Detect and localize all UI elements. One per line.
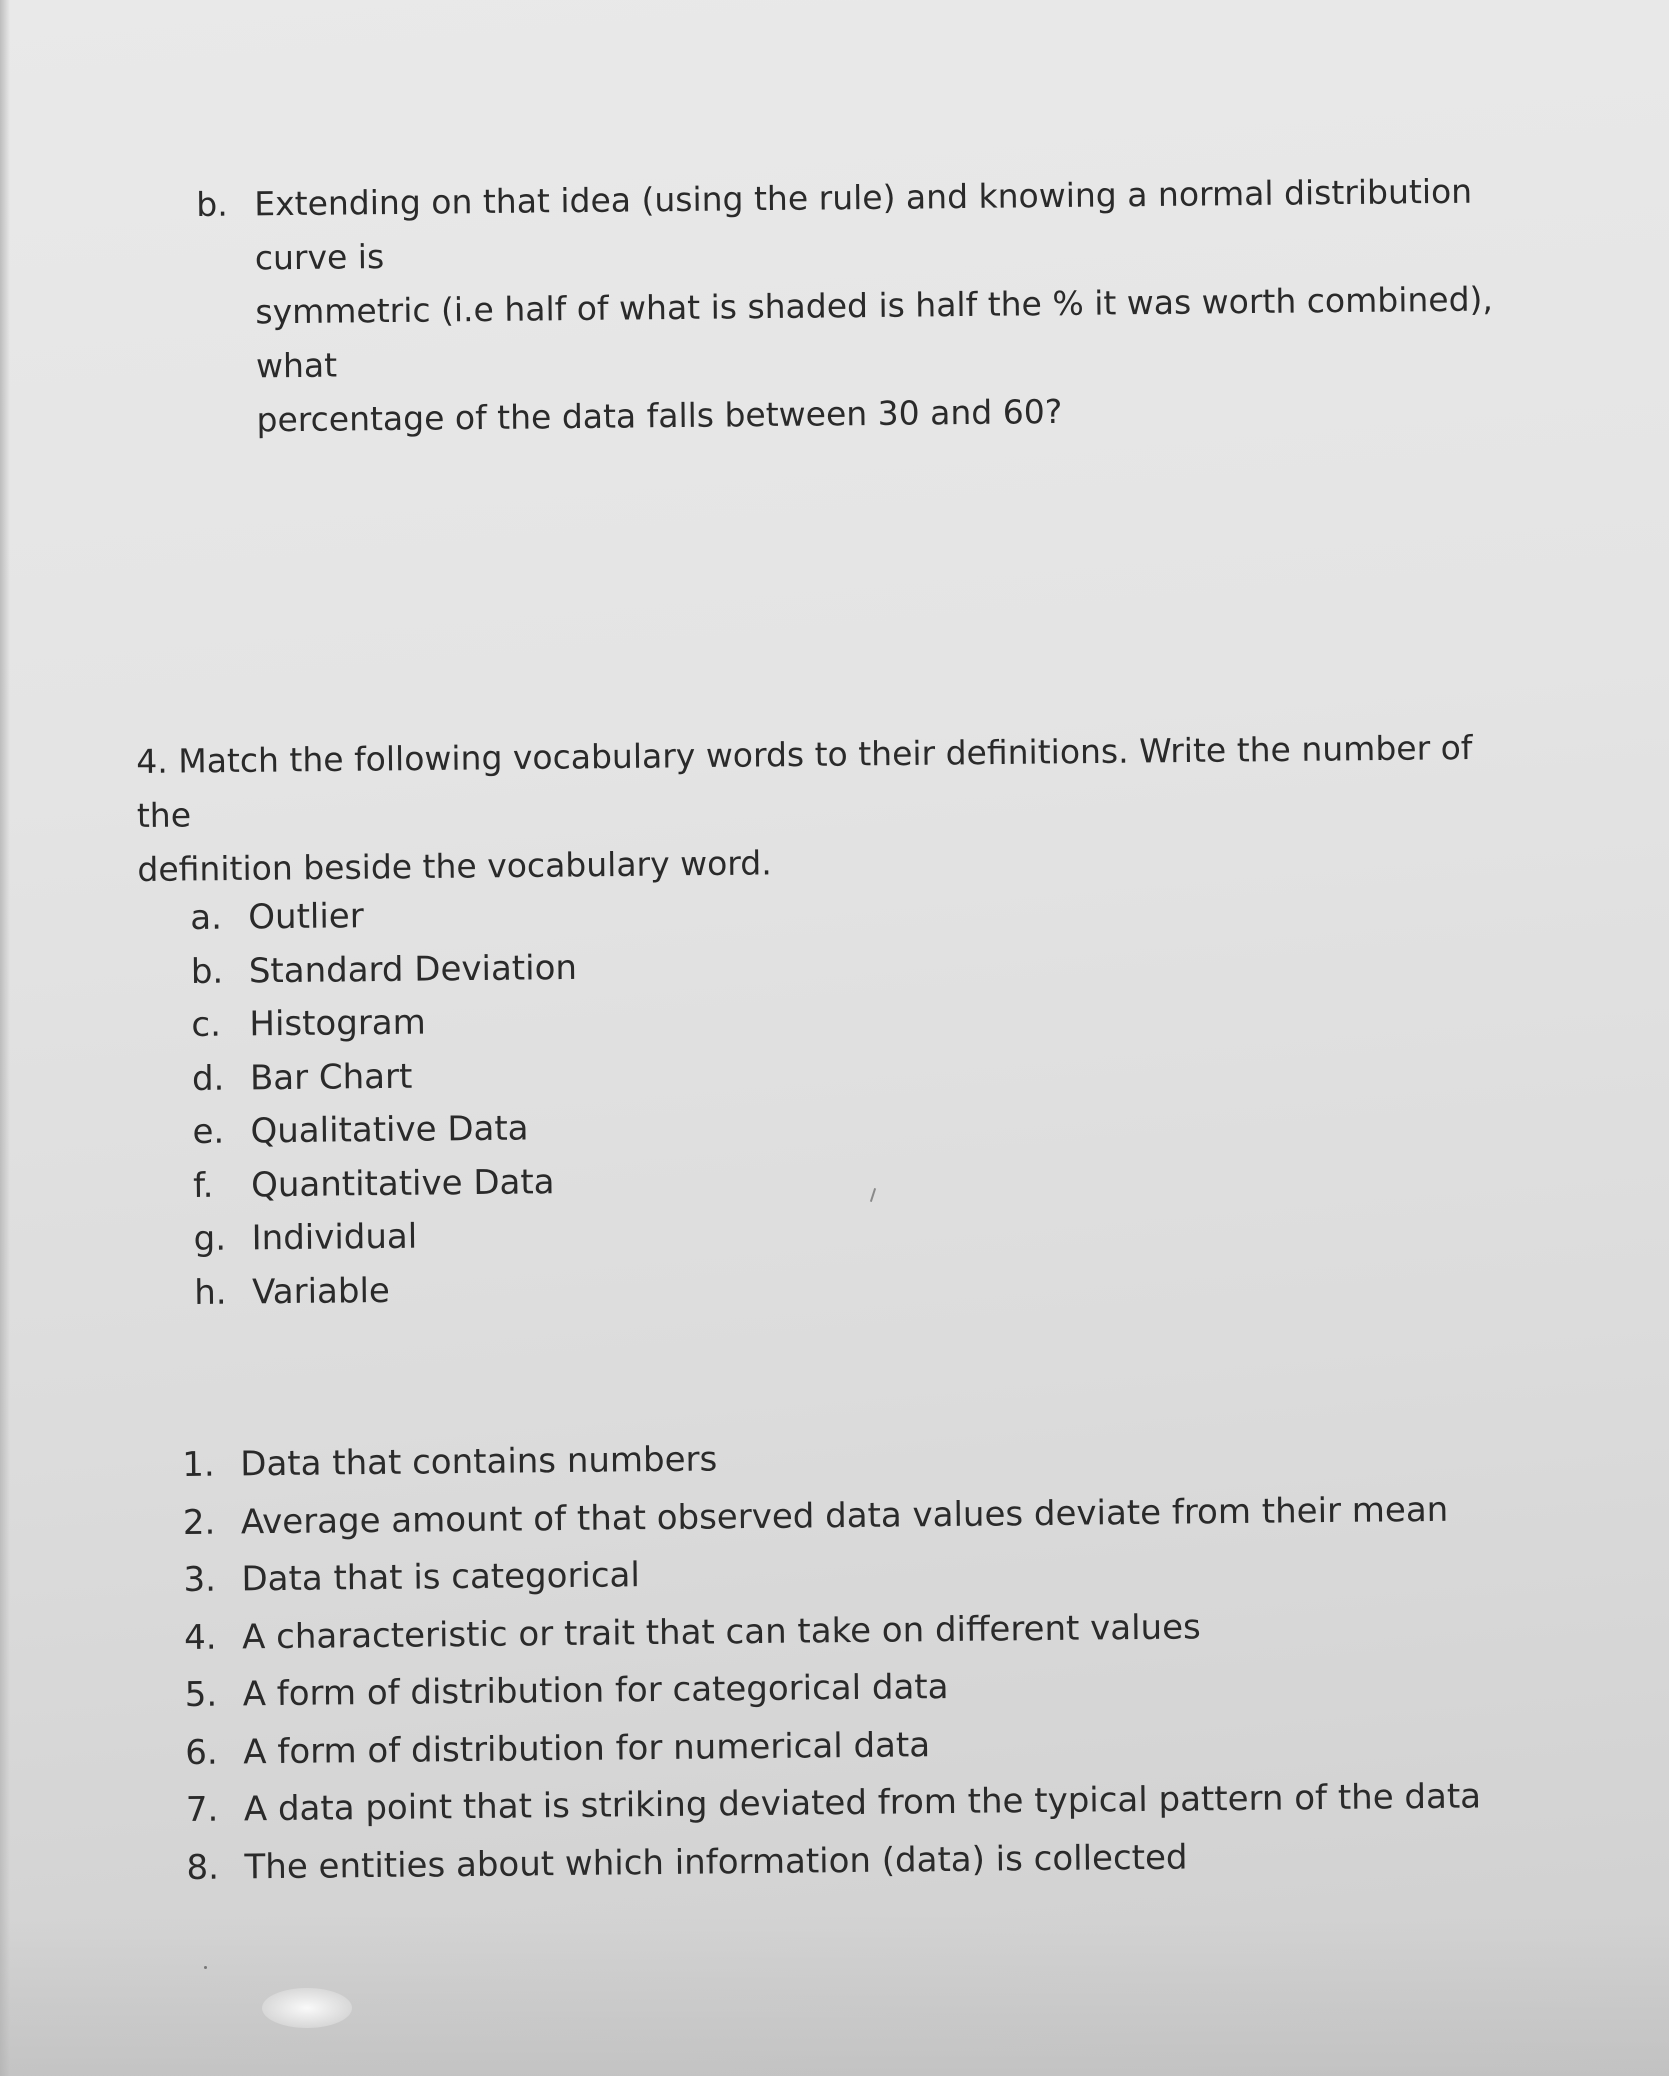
question-4-line-1: 4. Match the following vocabulary words to their deﬁnitions. Write the number of the bbox=[136, 728, 1473, 835]
definition-text: Data that is categorical bbox=[241, 1555, 641, 1600]
vocabulary-item bbox=[194, 1262, 581, 1320]
definition-text: The entities about which information (data) is collected bbox=[244, 1836, 1188, 1887]
definitions-list bbox=[182, 1423, 1482, 1897]
stray-dot bbox=[204, 1966, 207, 1969]
vocabulary-word: Qualitative Data bbox=[250, 1108, 529, 1152]
definition-text: A form of distribution for categorical data bbox=[242, 1666, 949, 1715]
vocabulary-marker: d. bbox=[191, 1058, 225, 1099]
definition-item bbox=[186, 1826, 1482, 1897]
vocabulary-marker: c. bbox=[191, 1004, 222, 1045]
definition-marker: 4. bbox=[183, 1617, 217, 1658]
vocabulary-item bbox=[193, 1155, 580, 1213]
definition-text: Average amount of that observed data values deviate from their mean bbox=[240, 1489, 1449, 1542]
vocabulary-item bbox=[192, 1102, 579, 1160]
definition-marker: 2. bbox=[182, 1502, 216, 1543]
page-edge-shadow bbox=[0, 0, 10, 2076]
question-4-line-2: deﬁnition beside the vocabulary word. bbox=[137, 843, 772, 889]
vocabulary-marker: a. bbox=[190, 897, 223, 938]
question-b-marker: b. bbox=[196, 184, 228, 224]
question-4 bbox=[136, 720, 1538, 897]
question-b-text bbox=[254, 164, 1559, 448]
bottom-shadow bbox=[0, 1916, 1669, 2076]
definition-text: Data that contains numbers bbox=[240, 1439, 718, 1485]
light-glare bbox=[262, 1988, 352, 2028]
vocabulary-item bbox=[192, 1048, 579, 1106]
vocabulary-marker: b. bbox=[190, 951, 224, 992]
vocabulary-item bbox=[191, 941, 578, 999]
definition-marker: 1. bbox=[182, 1444, 215, 1485]
vocabulary-word: Histogram bbox=[249, 1002, 426, 1045]
definition-marker: 3. bbox=[183, 1559, 217, 1600]
vocabulary-word: Individual bbox=[251, 1216, 418, 1259]
definition-marker: 7. bbox=[185, 1789, 219, 1830]
vocabulary-item bbox=[191, 995, 578, 1053]
vocabulary-marker: h. bbox=[193, 1272, 227, 1313]
vocabulary-item bbox=[193, 1209, 580, 1267]
vocabulary-word: Outlier bbox=[248, 896, 364, 938]
definition-text: A characteristic or trait that can take on diﬀerent values bbox=[241, 1606, 1201, 1657]
vocabulary-marker: g. bbox=[193, 1218, 227, 1259]
question-b-line-3: percentage of the data falls between 30 and 60? bbox=[256, 391, 1063, 440]
definition-text: A data point that is striking deviated from the typical pattern of the data bbox=[243, 1776, 1482, 1830]
pencil-mark bbox=[870, 1188, 876, 1202]
vocabulary-word: Variable bbox=[251, 1270, 391, 1312]
question-b-line-1: Extending on that idea (using the rule) and knowing a normal distribution curve is bbox=[254, 171, 1473, 278]
definition-marker: 6. bbox=[185, 1732, 218, 1773]
definition-marker: 8. bbox=[186, 1847, 220, 1888]
definition-marker: 5. bbox=[184, 1674, 218, 1715]
question-b bbox=[196, 164, 1559, 448]
vocabulary-list bbox=[190, 888, 581, 1320]
vocabulary-word: Standard Deviation bbox=[248, 947, 578, 991]
vocabulary-marker: e. bbox=[192, 1111, 225, 1152]
vocabulary-marker: f. bbox=[192, 1165, 214, 1206]
question-b-line-2: symmetric (i.e half of what is shaded is half the % it was worth combined), what bbox=[255, 279, 1494, 386]
vocabulary-item bbox=[190, 888, 577, 946]
definition-text: A form of distribution for numerical data bbox=[243, 1724, 931, 1772]
vocabulary-word: Quantitative Data bbox=[250, 1161, 555, 1205]
vocabulary-word: Bar Chart bbox=[249, 1056, 413, 1098]
